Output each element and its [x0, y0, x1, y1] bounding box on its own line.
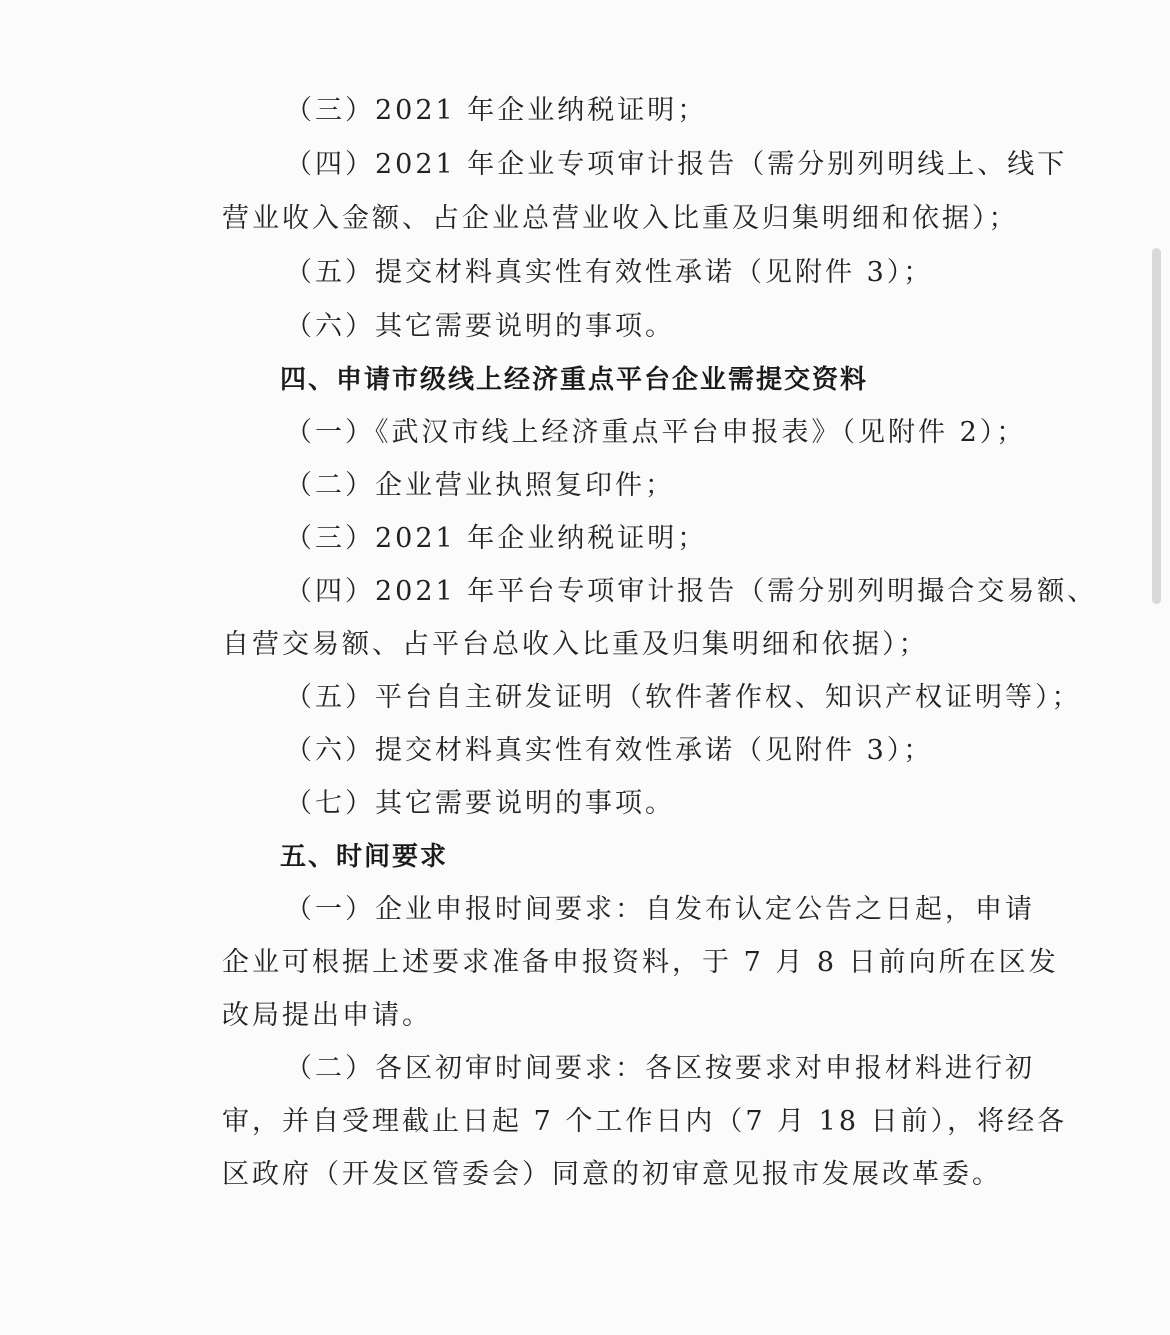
text-line: （六）提交材料真实性有效性承诺（见附件 3）；	[285, 735, 934, 766]
text-line: （六）其它需要说明的事项。	[285, 311, 675, 342]
text-line: （四）2021 年平台专项审计报告（需分别列明撮合交易额、	[285, 576, 1098, 607]
text-line: 改局提出申请。	[222, 1000, 432, 1031]
text-line: 审，并自受理截止日起 7 个工作日内（7 月 18 日前），将经各	[222, 1106, 1068, 1137]
section-heading: 五、时间要求	[280, 842, 449, 872]
text-line: （二）各区初审时间要求：各区按要求对申报材料进行初	[285, 1053, 1035, 1084]
text-line: （二）企业营业执照复印件；	[285, 470, 675, 501]
text-line: 自营交易额、占平台总收入比重及归集明细和依据）；	[222, 629, 929, 660]
section-heading: 四、申请市级线上经济重点平台企业需提交资料	[280, 365, 869, 395]
text-line: 区政府（开发区管委会）同意的初审意见报市发展改革委。	[222, 1159, 1002, 1190]
text-line: （四）2021 年企业专项审计报告（需分别列明线上、线下	[285, 149, 1068, 180]
text-line: （一）企业申报时间要求：自发布认定公告之日起，申请	[285, 894, 1035, 925]
text-line: （五）提交材料真实性有效性承诺（见附件 3）；	[285, 257, 934, 288]
text-line: 企业可根据上述要求准备申报资料，于 7 月 8 日前向所在区发	[222, 947, 1059, 978]
vertical-scrollbar[interactable]	[1152, 248, 1161, 604]
text-line: （五）平台自主研发证明（软件著作权、知识产权证明等）；	[285, 682, 1082, 713]
text-line: （七）其它需要说明的事项。	[285, 788, 675, 819]
text-line: 营业收入金额、占企业总营业收入比重及归集明细和依据）；	[222, 203, 1019, 234]
text-line: （三）2021 年企业纳税证明；	[285, 95, 708, 126]
text-line: （一）《武汉市线上经济重点平台申报表》（见附件 2）；	[285, 417, 1027, 448]
text-line: （三）2021 年企业纳税证明；	[285, 523, 708, 554]
